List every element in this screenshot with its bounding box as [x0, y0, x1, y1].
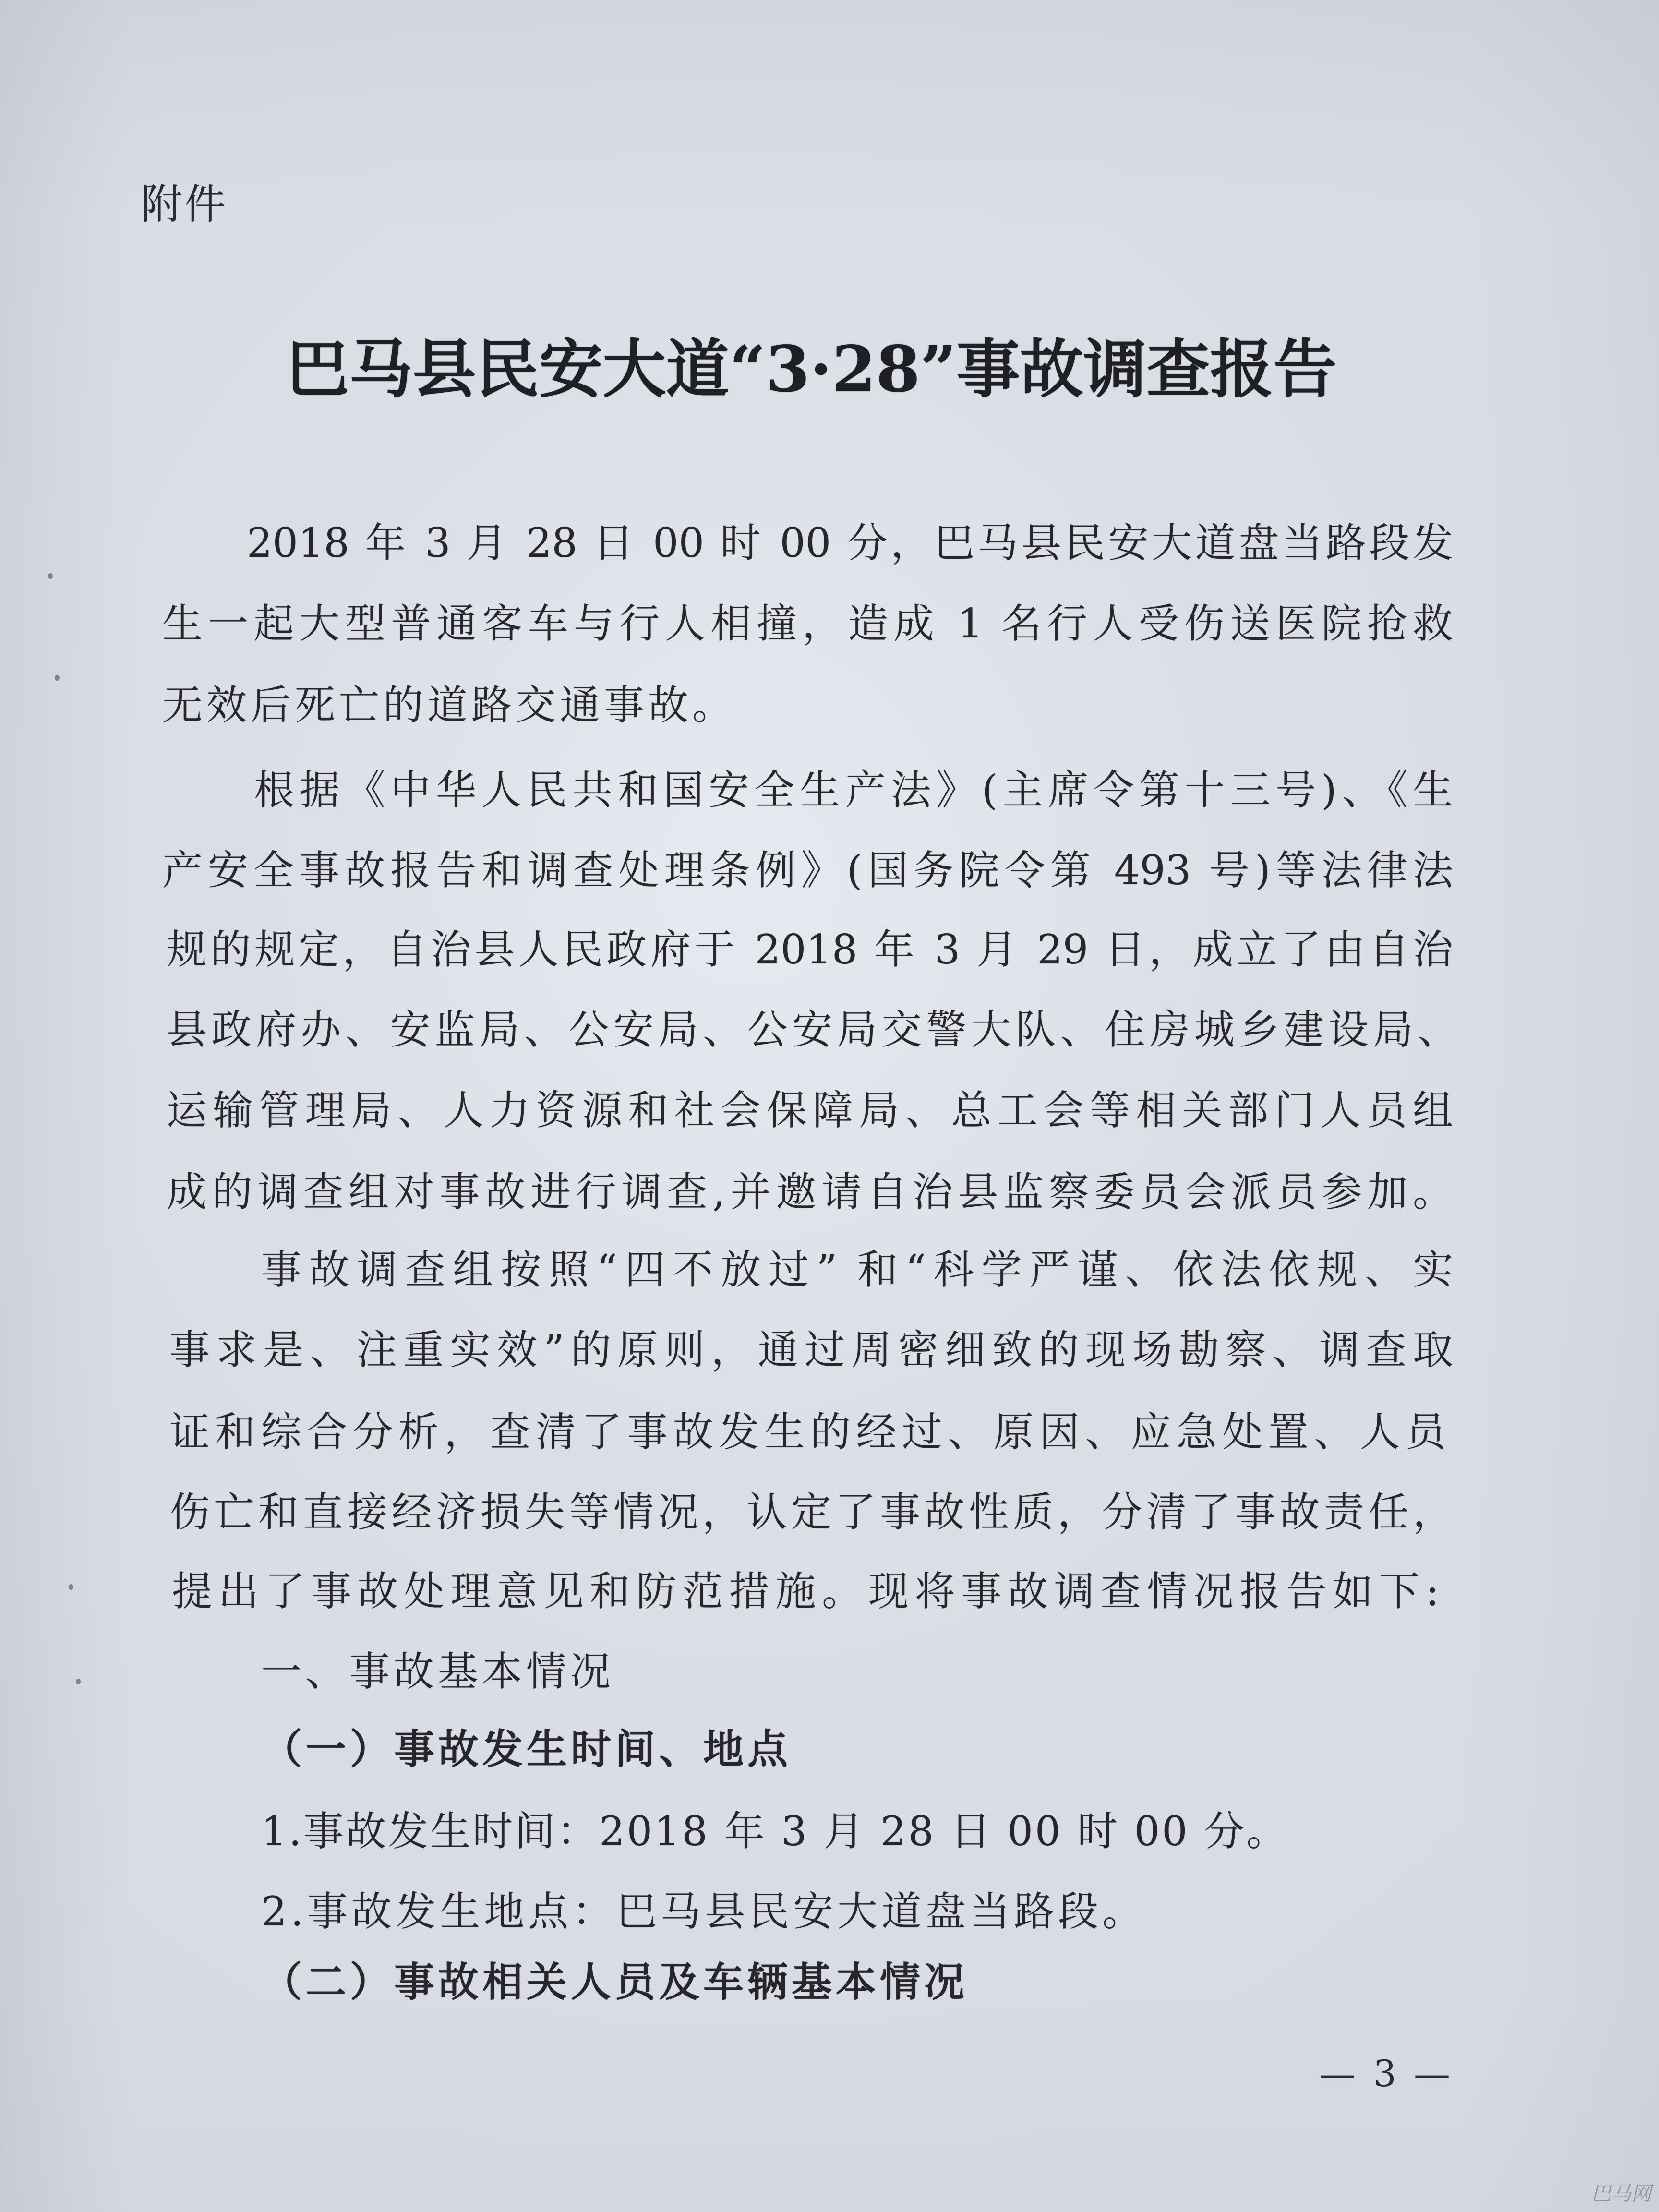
list-item: 2.事故发生地点：巴马县民安大道盘当路段。: [261, 1888, 1147, 1935]
document-title: 巴马县民安大道“3·28”事故调查报告: [286, 332, 1337, 407]
paragraph-line: 生一起大型普通客车与行人相撞，造成 1 名行人受伤送医院抢救: [162, 600, 1453, 647]
list-item: 1.事故发生时间：2018 年 3 月 28 日 00 时 00 分。: [261, 1808, 1289, 1855]
paragraph-line: 成的调查组对事故进行调查,并邀请自治县监察委员会派员参加。: [167, 1168, 1453, 1215]
paragraph-line: 运输管理局、人力资源和社会保障局、总工会等相关部门人员组: [167, 1087, 1453, 1134]
margin-speck: [55, 675, 60, 681]
paragraph-line: 提出了事故处理意见和防范措施。现将事故调查情况报告如下:: [172, 1568, 1439, 1615]
paragraph-line: 证和综合分析，查清了事故发生的经过、原因、应急处置、人员: [169, 1408, 1446, 1455]
margin-speck: [69, 1584, 73, 1590]
margin-speck: [48, 573, 53, 579]
paragraph-line: 规的规定，自治县人民政府于 2018 年 3 月 29 日，成立了由自治: [167, 926, 1453, 973]
subsection-heading: （二）事故相关人员及车辆基本情况: [262, 1958, 969, 2006]
paragraph-line: 无效后死亡的道路交通事故。: [162, 682, 737, 729]
attachment-label: 附件: [141, 180, 228, 228]
section-heading: 一、事故基本情况: [261, 1648, 615, 1695]
watermark: 巴马网: [1590, 2182, 1651, 2205]
paragraph-line: 根据《中华人民共和国安全生产法》(主席令第十三号)、《生: [254, 767, 1453, 814]
paragraph-line: 产安全事故报告和调查处理条例》(国务院令第 493 号)等法律法: [162, 847, 1453, 894]
subsection-heading: （一）事故发生时间、地点: [262, 1725, 792, 1773]
paragraph-line: 事求是、注重实效”的原则，通过周密细致的现场勘察、调查取: [169, 1326, 1453, 1373]
paragraph-line: 伤亡和直接经济损失等情况，认定了事故性质，分清了事故责任，: [169, 1489, 1453, 1536]
page-number: — 3 —: [1319, 2052, 1453, 2095]
paragraph-line: 县政府办、安监局、公安局、公安局交警大队、住房城乡建设局、: [167, 1006, 1458, 1053]
paragraph-line: 2018 年 3 月 28 日 00 时 00 分，巴马县民安大道盘当路段发: [247, 519, 1453, 566]
margin-speck: [76, 1679, 81, 1684]
paragraph-line: 事故调查组按照“四不放过” 和“科学严谨、依法依规、实: [261, 1246, 1453, 1293]
